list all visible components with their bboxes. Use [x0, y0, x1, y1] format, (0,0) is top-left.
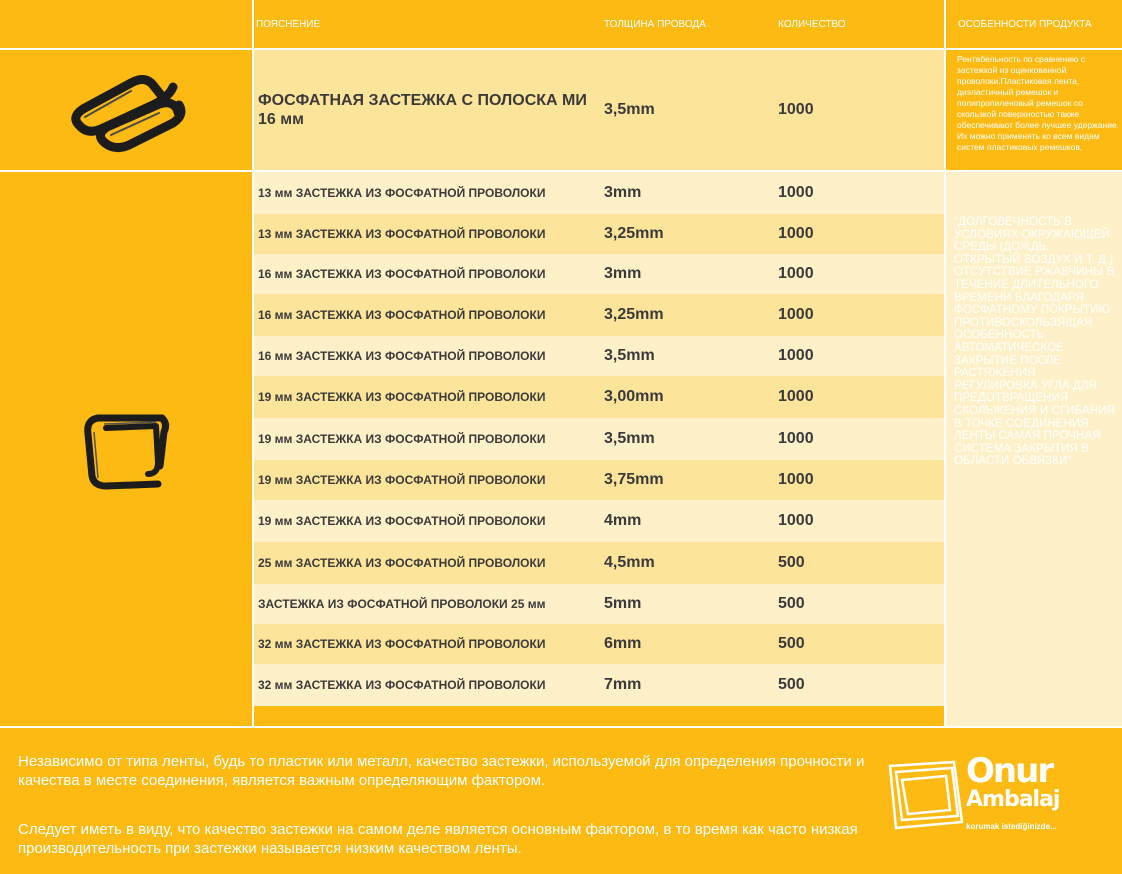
divider: [252, 0, 254, 728]
cell-thickness: 3mm: [604, 265, 642, 282]
table-row: [254, 254, 944, 294]
wire-buckle-angled-icon: [61, 65, 191, 155]
cell-description: 19 мм ЗАСТЕЖКА ИЗ ФОСФАТНОЙ ПРОВОЛОКИ: [258, 390, 546, 404]
cell-description: 32 мм ЗАСТЕЖКА ИЗ ФОСФАТНОЙ ПРОВОЛОКИ: [258, 637, 546, 651]
cell-quantity: 500: [778, 595, 805, 612]
cell-thickness: 3,5mm: [604, 347, 655, 364]
cell-quantity: 500: [778, 676, 805, 693]
table-row: [254, 584, 944, 624]
cell-thickness: 5mm: [604, 595, 642, 612]
divider: [0, 170, 1122, 172]
table-row: [254, 336, 944, 376]
cell-quantity: 1000: [778, 430, 814, 447]
buckle-image-cell-1: [0, 50, 252, 170]
header-quantity: КОЛИЧЕСТВО: [772, 0, 944, 48]
cell-description: ЗАСТЕЖКА ИЗ ФОСФАТНОЙ ПРОВОЛОКИ 25 мм: [258, 597, 546, 611]
cell-quantity: 1000: [778, 388, 814, 405]
header-thickness: ТОЛЩИНА ПРОВОДА: [602, 0, 772, 48]
footer-text-2: Следует иметь в виду, что качество застежки на самом деле является основным фактором, в то время как часто низкая производительность при застежки называется низким качеством ленты.: [18, 821, 858, 857]
cell-description: 19 мм ЗАСТЕЖКА ИЗ ФОСФАТНОЙ ПРОВОЛОКИ: [258, 473, 546, 487]
features-text-2: "ДОЛГОВЕЧНОСТЬ В УСЛОВИЯХ ОКРУЖАЮЩЕЙ СРЕДЫ (ДОЖДЬ, ОТКРЫТЫЙ ВОЗДУХ И Т. Д.) ОТСУТСТВИЕ РЖАВЧИНЫ В ТЕЧЕНИЕ ДЛИТЕЛЬНОГО ВРЕМЕНИ БЛАГОДАРЯ ФОСФАТНОМУ ПОКРЫТИЮ ПРОТИВОСКОЛЬЗЯЩАЯ ОСОБЕННОСТЬ АВТОМАТИЧЕСКОЕ ЗАКРЫТИЕ ПОСЛЕ РАСТЯЖЕНИЯ РЕГУЛИРОВКА УГЛА ДЛЯ ПРЕДОТВРАЩЕНИЯ СКОЛЬЖЕНИЯ И СГИБАНИЯ В ТОЧКЕ СОЕДИНЕНИЯ ЛЕНТЫ САМАЯ ПРОЧНАЯ СИСТЕМА ЗАКРЫТИЯ В ОБЛАСТИ ОБВЯЗКИ": [954, 216, 1115, 468]
divider: [944, 0, 946, 728]
cell-thickness: 6mm: [604, 635, 642, 652]
cell-thickness: 3,25mm: [604, 306, 664, 323]
logo-name-2: Ambalaj: [966, 787, 1060, 812]
cell-thickness: 3,5mm: [604, 430, 655, 447]
table-row: [254, 460, 944, 500]
table-row: [254, 214, 944, 254]
cell-thickness: 3,5mm: [604, 101, 655, 118]
cell-thickness: 3,25mm: [604, 225, 664, 242]
cell-quantity: 1000: [778, 265, 814, 282]
cell-description: 16 мм ЗАСТЕЖКА ИЗ ФОСФАТНОЙ ПРОВОЛОКИ: [258, 349, 546, 363]
cell-description: 19 мм ЗАСТЕЖКА ИЗ ФОСФАТНОЙ ПРОВОЛОКИ: [258, 432, 546, 446]
cell-description: 32 мм ЗАСТЕЖКА ИЗ ФОСФАТНОЙ ПРОВОЛОКИ: [258, 678, 546, 692]
cell-quantity: 1000: [778, 512, 814, 529]
logo-name: Onur: [966, 751, 1053, 791]
cell-description: 25 мм ЗАСТЕЖКА ИЗ ФОСФАТНОЙ ПРОВОЛОКИ: [258, 556, 546, 570]
product-row-strip-buckle: [254, 50, 944, 170]
cell-description: 16 мм ЗАСТЕЖКА ИЗ ФОСФАТНОЙ ПРОВОЛОКИ: [258, 308, 546, 322]
cell-thickness: 4,5mm: [604, 554, 655, 571]
table-row: [254, 172, 944, 214]
table-row: [254, 664, 944, 706]
cell-quantity: 1000: [778, 101, 814, 118]
table-row: [254, 294, 944, 336]
cell-thickness: 3mm: [604, 184, 642, 201]
product-table: [254, 172, 944, 706]
cell-quantity: 500: [778, 554, 805, 571]
cell-description: 13 мм ЗАСТЕЖКА ИЗ ФОСФАТНОЙ ПРОВОЛОКИ: [258, 186, 546, 200]
buckle-image-cell-2: [0, 172, 252, 726]
cell-quantity: 1000: [778, 225, 814, 242]
logo-slogan: korumak istediğinizde...: [966, 822, 1057, 831]
cell-thickness: 7mm: [604, 676, 642, 693]
cell-quantity: 1000: [778, 184, 814, 201]
cell-description: 19 мм ЗАСТЕЖКА ИЗ ФОСФАТНОЙ ПРОВОЛОКИ: [258, 514, 546, 528]
header-description: ПОЯСНЕНИЕ: [254, 0, 602, 48]
table-row: [254, 418, 944, 460]
table-row: [254, 542, 944, 584]
footer-text-1: Независимо от типа ленты, будь то пластик или металл, качество застежки, используемой для определения прочности и качества в месте соединения, является важным определяющим фактором.: [18, 753, 865, 789]
features-text-1: Рентабельность по сравнению с застежкой из оцинкованной проволоки.Пластиковая лента, диэластичный ремешок и полипропиленовый ремешок со скользкой поверхностью также обеспечивают более лучшее удержание. Их можно применять ко всем видам систем пластиковых ремешков.: [944, 50, 1122, 170]
cell-quantity: 1000: [778, 306, 814, 323]
table-row: [254, 624, 944, 664]
cell-description: 16 мм ЗАСТЕЖКА ИЗ ФОСФАТНОЙ ПРОВОЛОКИ: [258, 267, 546, 281]
cell-quantity: 1000: [778, 347, 814, 364]
cell-thickness: 3,00mm: [604, 388, 664, 405]
cell-thickness: 4mm: [604, 512, 642, 529]
divider: [0, 48, 1122, 50]
cell-description: 13 мм ЗАСТЕЖКА ИЗ ФОСФАТНОЙ ПРОВОЛОКИ: [258, 227, 546, 241]
cell-description: ФОСФАТНАЯ ЗАСТЕЖКА С ПОЛОСКА МИ 16 мм: [258, 92, 587, 128]
header-features: ОСОБЕННОСТИ ПРОДУКТА: [944, 0, 1122, 48]
table-row: [254, 500, 944, 542]
table-row: [254, 376, 944, 418]
cell-quantity: 500: [778, 635, 805, 652]
cell-thickness: 3,75mm: [604, 471, 664, 488]
wire-buckle-square-icon: [76, 404, 176, 494]
cell-quantity: 1000: [778, 471, 814, 488]
